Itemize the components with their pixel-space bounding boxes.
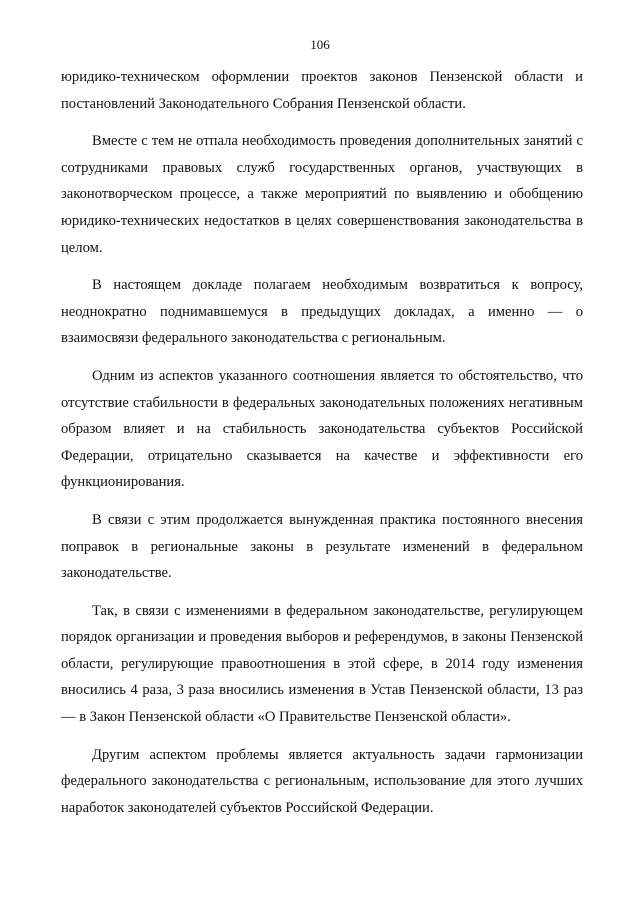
paragraph-7: Другим аспектом проблемы является актуальность задачи гармонизации федерального законодательства с региональным, использование для этого лучших наработок законодателей субъектов Российской Федерации.: [61, 746, 583, 816]
page-number: 106: [310, 37, 330, 52]
paragraph-5: В связи с этим продолжается вынужденная практика постоянного внесения поправок в региональные законы в результате изменений в федеральном законодательстве.: [61, 511, 583, 582]
paragraph-2: Вместе с тем не отпала необходимость проведения дополнительных занятий с сотрудниками правовых служб государственных органов, участвующих в законотворческом процессе, а также мероприятий по выявлению и обобщению юридико-технических недостатков в целях совершенствования законодательства в целом.: [61, 133, 583, 256]
paragraph-4: Одним из аспектов указанного соотношения является то обстоятельство, что отсутствие стабильности в федеральных законодательных положениях негативным образом влияет и на стабильность законодательства субъектов Российской Федерации, отрицательно сказывается на качестве и эффективности его функционирования.: [61, 367, 583, 491]
paragraph-1: юридико-техническом оформлении проектов законов Пензенской области и постановлений Законодательного Собрания Пензенской области.: [61, 69, 583, 112]
paragraph-6: Так, в связи с изменениями в федеральном законодательстве, регулирующем порядок организации и проведения выборов и референдумов, в законы Пензенской области, регулирующие правоотношения в этой сфере, в 2014 году изменения вносились 4 раза, 3 раза вносились изменения в Устав Пензенской области, 13 раз — в Закон Пензенской области «О Правительстве Пензенской области».: [61, 602, 583, 726]
document-body: [61, 64, 583, 832]
paragraph-3: В настоящем докладе полагаем необходимым возвратиться к вопросу, неоднократно поднимавшемуся в предыдущих докладах, а именно — о взаимосвязи федерального законодательства с региональным.: [61, 277, 583, 347]
